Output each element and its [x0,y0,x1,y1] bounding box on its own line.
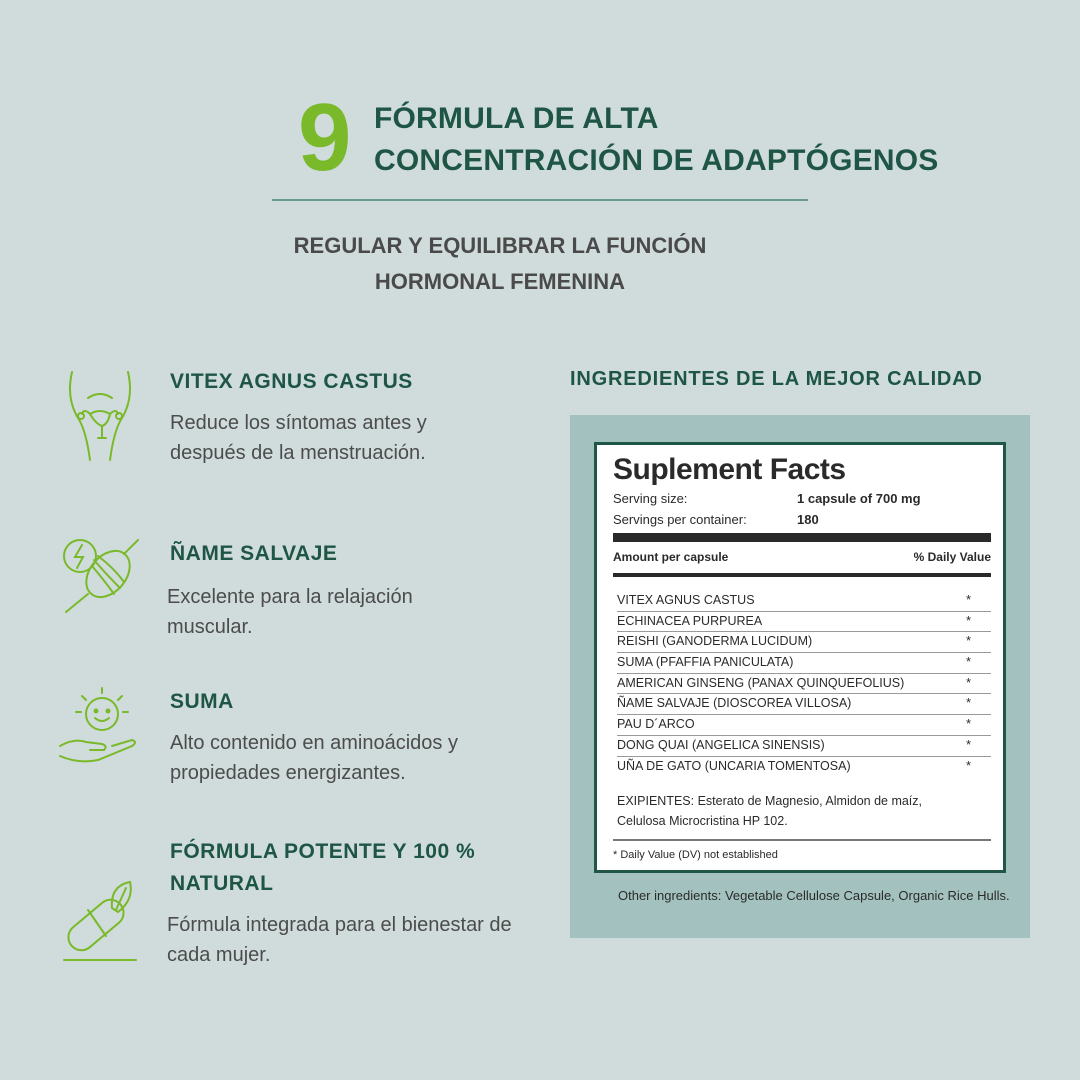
ingredient-row [617,694,991,715]
feature-desc-line: cada mujer. [167,944,271,966]
feature-title-line: NATURAL [170,872,274,895]
subtitle [260,228,740,300]
facts-divider [613,573,991,577]
amount-per-capsule-label: Amount per capsule [613,550,729,564]
facts-bottom-divider [613,839,991,841]
subtitle-line-1: REGULAR Y EQUILIBRAR LA FUNCIÓN [293,233,707,258]
uterus-icon [62,368,142,464]
title-line-1: FÓRMULA DE ALTA [374,102,659,135]
feature-title-vitex: VITEX AGNUS CASTUS [170,370,413,393]
serving-size-value: 1 capsule of 700 mg [797,491,921,506]
feature-desc-line: después de la menstruación. [170,442,426,464]
ingredient-row [617,591,991,612]
ingredient-name: ÑAME SALVAJE (DIOSCOREA VILLOSA) [617,696,852,711]
ingredient-dv: * [966,675,971,690]
feature-desc-suma [170,728,458,788]
ingredient-dv: * [966,758,971,773]
feature-desc-line: Alto contenido en aminoácidos y [170,732,458,754]
feature-desc-line: Fórmula integrada para el bienestar de [167,914,512,936]
other-ingredients: Other ingredients: Vegetable Cellulose Capsule, Organic Rice Hulls. [618,888,1010,903]
supplement-facts-label [594,442,1006,873]
ingredient-dv: * [966,613,971,628]
ingredient-dv: * [966,593,971,607]
feature-title-suma: SUMA [170,690,234,713]
ingredient-dv: * [966,655,971,670]
ingredient-name: DONG QUAI (ANGELICA SINENSIS) [617,737,825,752]
ingredient-row [617,612,991,633]
ingredient-name: UÑA DE GATO (UNCARIA TOMENTOSA) [617,758,851,773]
wild-yam-energy-icon [58,536,144,616]
ingredient-row [617,757,991,777]
daily-value-footnote: * Daily Value (DV) not established [613,849,778,861]
feature-desc-line: propiedades energizantes. [170,762,406,784]
subtitle-line-2: HORMONAL FEMENINA [374,269,626,294]
ingredient-name: PAU D´ARCO [617,717,695,732]
ingredient-list [617,591,991,776]
hand-smiley-icon [58,684,142,768]
excipients-line: Celulosa Microcristina HP 102. [617,814,788,828]
servings-label: Servings per container: [613,512,747,527]
ingredient-row [617,632,991,653]
serving-size-label: Serving size: [613,491,688,506]
capsule-leaf-icon [60,880,140,962]
title-line-2: CONCENTRACIÓN DE ADAPTÓGENOS [374,144,939,177]
facts-title: Suplement Facts [613,453,846,486]
feature-desc-formula [167,910,512,970]
feature-title-formula [170,836,475,900]
feature-desc-line: muscular. [167,616,253,638]
step-number: 9 [298,84,352,191]
feature-desc-wild-yam [167,582,413,642]
ingredients-heading: INGREDIENTES DE LA MEJOR CALIDAD [570,368,983,390]
ingredient-row [617,736,991,757]
title-divider [272,199,808,201]
ingredient-name: SUMA (PFAFFIA PANICULATA) [617,655,794,670]
ingredient-row [617,715,991,736]
ingredient-dv: * [966,634,971,649]
feature-desc-line: Reduce los síntomas antes y [170,412,427,434]
ingredient-name: AMERICAN GINSENG (PANAX QUINQUEFOLIUS) [617,675,905,690]
feature-title-wild-yam: ÑAME SALVAJE [170,542,338,565]
ingredient-name: VITEX AGNUS CASTUS [617,593,755,607]
ingredient-dv: * [966,696,971,711]
feature-desc-vitex [170,408,427,468]
ingredient-name: REISHI (GANODERMA LUCIDUM) [617,634,813,649]
feature-title-line: FÓRMULA POTENTE Y 100 % [170,840,476,863]
page-title [374,98,939,182]
ingredient-dv: * [966,717,971,732]
ingredient-name: ECHINACEA PURPUREA [617,613,763,628]
excipients [617,791,987,831]
feature-desc-line: Excelente para la relajación [167,586,413,608]
ingredient-row [617,653,991,674]
ingredient-row [617,674,991,695]
servings-value: 180 [797,512,819,527]
excipients-line: EXIPIENTES: Esterato de Magnesio, Almidon de maíz, [617,794,923,808]
ingredient-dv: * [966,737,971,752]
facts-thick-divider [613,533,991,542]
daily-value-label: % Daily Value [913,550,991,564]
